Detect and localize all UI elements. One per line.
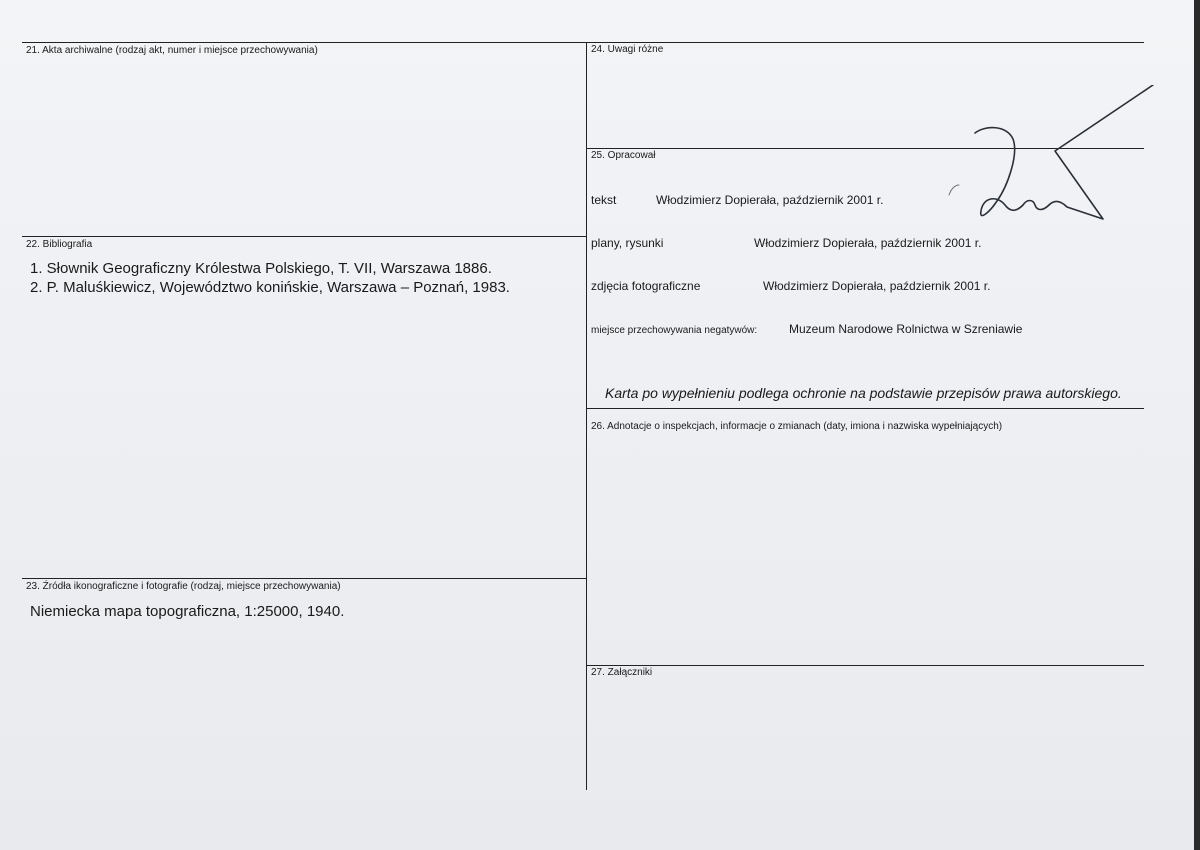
- bibliography-item-1: 1. Słownik Geograficzny Królestwa Polskiego, T. VII, Warszawa 1886.: [30, 260, 492, 277]
- rule-section23: [22, 578, 586, 579]
- plany-value: Włodzimierz Dopierała, październik 2001 r.: [754, 236, 982, 250]
- miejsce-label: miejsce przechowywania negatywów:: [591, 325, 758, 336]
- section23-label: 23. Źródła ikonograficzne i fotografie (rodzaj, miejsce przechowywania): [26, 581, 341, 592]
- bibliography-item-2: 2. P. Maluśkiewicz, Województwo konińskie, Warszawa – Poznań, 1983.: [30, 279, 510, 296]
- scan-edge: [1194, 0, 1200, 850]
- signature-image: [945, 85, 1160, 235]
- section21-label: 21. Akta archiwalne (rodzaj akt, numer i miejsce przechowywania): [26, 45, 318, 56]
- section24-label: 24. Uwagi różne: [591, 44, 664, 55]
- zdjecia-label: zdjęcia fotograficzne: [591, 279, 701, 293]
- section26-label: 26. Adnotacje o inspekcjach, informacje o zmianach (daty, imiona i nazwiska wypełniających): [591, 421, 1003, 432]
- section23-content: Niemiecka mapa topograficzna, 1:25000, 1940.: [30, 603, 345, 620]
- miejsce-value: Muzeum Narodowe Rolnictwa w Szreniawie: [789, 322, 1023, 336]
- tekst-label: tekst: [591, 193, 617, 207]
- tekst-value: Włodzimierz Dopierała, październik 2001 r.: [656, 193, 884, 207]
- column-divider: [586, 42, 587, 790]
- rule-top-right: [586, 42, 1144, 43]
- section22-label: 22. Bibliografia: [26, 239, 93, 250]
- zdjecia-value: Włodzimierz Dopierała, październik 2001 r.: [763, 279, 991, 293]
- copyright-notice: Karta po wypełnieniu podlega ochronie na podstawie przepisów prawa autorskiego.: [605, 385, 1122, 401]
- plany-label: plany, rysunki: [591, 236, 664, 250]
- rule-section26: [586, 408, 1144, 409]
- rule-top-left: [22, 42, 586, 43]
- rule-section27: [586, 665, 1144, 666]
- rule-section22: [22, 236, 586, 237]
- section25-label: 25. Opracował: [591, 150, 656, 161]
- section27-label: 27. Załączniki: [591, 667, 653, 678]
